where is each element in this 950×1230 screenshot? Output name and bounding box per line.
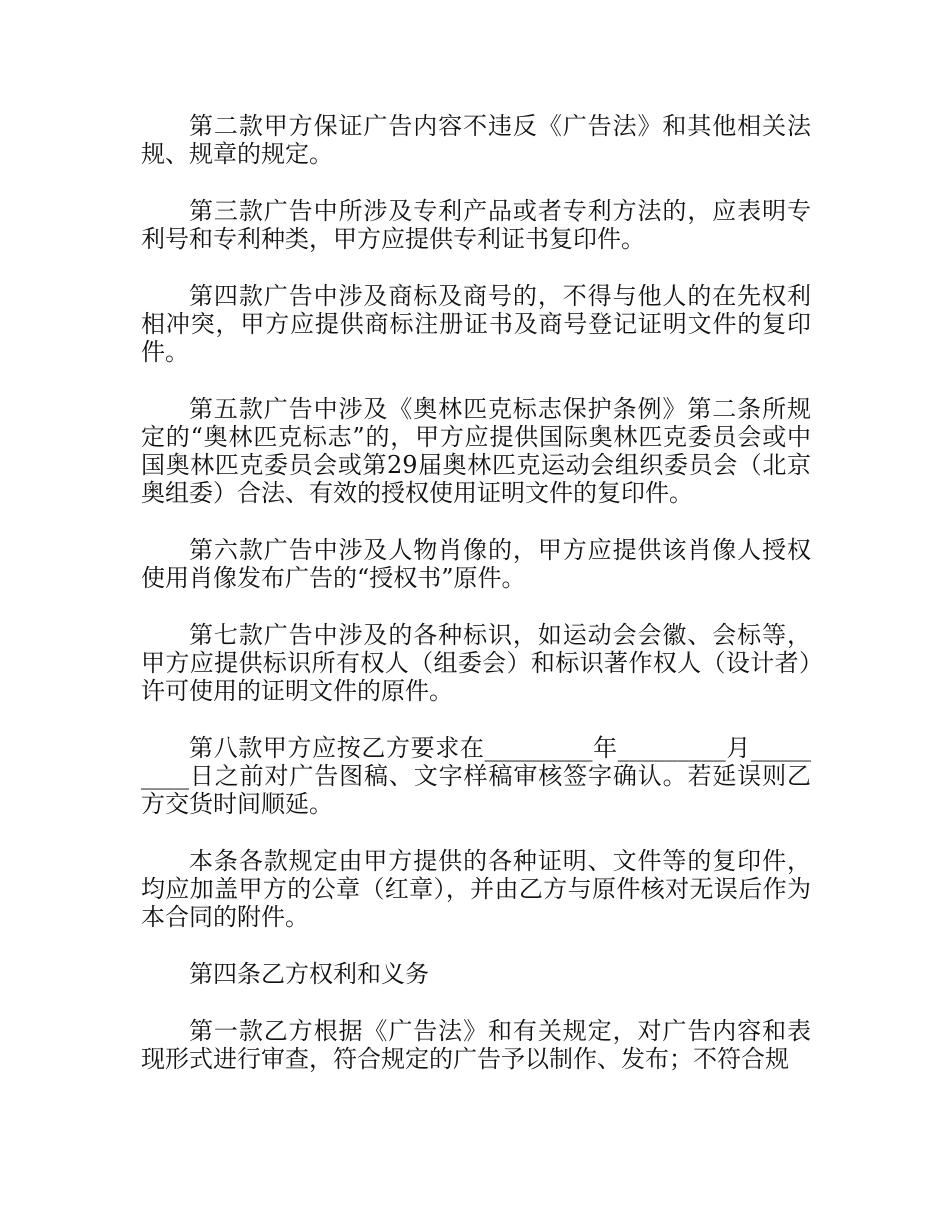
paragraph-clause-8: 第八款甲方应按乙方要求在_________年_________月_________日之前对广告图稿、文字样稿审核签字确认。若延误则乙方交货时间顺延。 [141,734,811,818]
document-page [141,112,811,1102]
paragraph-article-summary: 本条各款规定由甲方提供的各种证明、文件等的复印件，均应加盖甲方的公章（红章），并由乙方与原件核对无误后作为本合同的附件。 [141,847,811,931]
paragraph-clause-4: 第四款广告中涉及商标及商号的，不得与他人的在先权利相冲突，甲方应提供商标注册证书及商号登记证明文件的复印件。 [141,282,811,366]
paragraph-clause-6: 第六款广告中涉及人物肖像的，甲方应提供该肖像人授权使用肖像发布广告的“授权书”原件。 [141,536,811,592]
article-heading: 第四条乙方权利和义务 [189,960,429,988]
paragraph-clause-1: 第一款乙方根据《广告法》和有关规定，对广告内容和表现形式进行审查，符合规定的广告予以制作、发布；不符合规 [141,1017,811,1073]
paragraph-clause-5: 第五款广告中涉及《奥林匹克标志保护条例》第二条所规定的“奥林匹克标志”的，甲方应提供国际奥林匹克委员会或中国奥林匹克委员会或第29届奥林匹克运动会组织委员会（北京奥组委）合法、有效的授权使用证明文件的复印件。 [141,395,811,507]
paragraph-clause-7: 第七款广告中涉及的各种标识，如运动会会徽、会标等，甲方应提供标识所有权人（组委会）和标识著作权人（设计者）许可使用的证明文件的原件。 [141,621,811,705]
paragraph-clause-3: 第三款广告中所涉及专利产品或者专利方法的，应表明专利号和专利种类，甲方应提供专利证书复印件。 [141,197,811,253]
paragraph-clause-2: 第二款甲方保证广告内容不违反《广告法》和其他相关法规、规章的规定。 [141,112,811,168]
